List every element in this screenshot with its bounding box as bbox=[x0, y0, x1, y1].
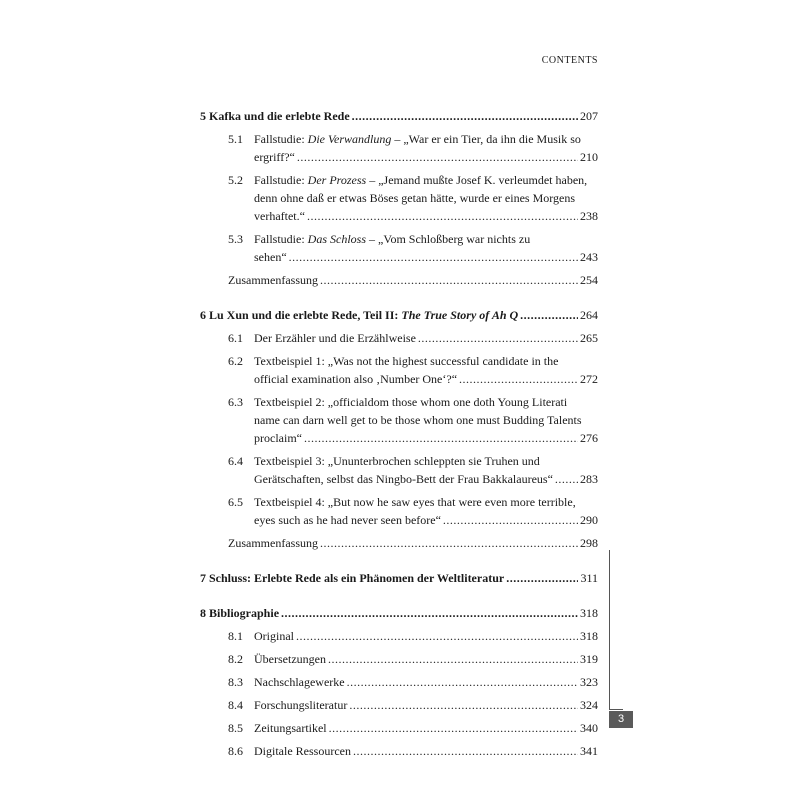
toc-section-6-5[interactable] bbox=[200, 493, 598, 529]
toc-chapter-title: 5 Kafka und die erlebte Rede bbox=[200, 109, 350, 123]
toc-section-text: Fallstudie: Das Schloss – „Vom Schloßberg war nichts zu bbox=[254, 232, 531, 246]
toc-chapter-title: 6 Lu Xun und die erlebte Rede, Teil II: The True Story of Ah Q bbox=[200, 308, 519, 322]
toc-section-text: name can darn well get to be those whom one must Budding Talents bbox=[254, 413, 582, 427]
toc-section-text: Fallstudie: Der Prozess – „Jemand mußte Josef K. verleumdet haben, bbox=[254, 173, 588, 187]
table-of-contents bbox=[200, 107, 598, 760]
toc-page-number: 341 bbox=[580, 744, 598, 758]
toc-page-number: 318 bbox=[580, 606, 598, 620]
toc-section-number: 8.2 bbox=[228, 652, 243, 666]
toc-section-number: 6.1 bbox=[228, 331, 243, 345]
toc-section-number: 8.1 bbox=[228, 629, 243, 643]
toc-section-text: Der Erzähler und die Erzählweise bbox=[254, 331, 416, 345]
toc-section-number: 5.2 bbox=[228, 173, 243, 187]
toc-summary-5[interactable] bbox=[200, 271, 598, 289]
toc-section-number: 5.3 bbox=[228, 232, 243, 246]
toc-section-8-5[interactable] bbox=[200, 719, 598, 737]
toc-chapter-8[interactable] bbox=[200, 604, 598, 622]
toc-page-number: 319 bbox=[580, 652, 598, 666]
leader-dots bbox=[349, 696, 578, 714]
toc-section-text: official examination also ‚Number One‘?“ bbox=[254, 372, 458, 386]
leader-dots bbox=[555, 470, 578, 488]
toc-section-text: Fallstudie: Die Verwandlung – „War er ein Tier, da ihn die Musik so bbox=[254, 132, 581, 146]
leader-dots bbox=[506, 569, 578, 587]
toc-page-number: 264 bbox=[580, 308, 598, 322]
leader-dots bbox=[328, 650, 578, 668]
toc-page-number: 243 bbox=[580, 250, 598, 264]
toc-section-number: 6.3 bbox=[228, 395, 243, 409]
leader-dots bbox=[320, 534, 578, 552]
toc-page-number: 207 bbox=[580, 109, 598, 123]
toc-section-8-3[interactable] bbox=[200, 673, 598, 691]
toc-section-text: ergriff?“ bbox=[254, 150, 295, 164]
toc-chapter-title: 7 Schluss: Erlebte Rede als ein Phänomen der Weltliteratur bbox=[200, 571, 505, 585]
toc-section-text: Forschungsliteratur bbox=[254, 698, 348, 712]
leader-dots bbox=[443, 511, 578, 529]
toc-page-number: 311 bbox=[580, 571, 598, 585]
leader-dots bbox=[297, 148, 578, 166]
toc-summary-6[interactable] bbox=[200, 534, 598, 552]
toc-section-6-3[interactable] bbox=[200, 393, 598, 447]
toc-page-number: 265 bbox=[580, 331, 598, 345]
toc-page-number: 324 bbox=[580, 698, 598, 712]
toc-section-text: Original bbox=[254, 629, 294, 643]
toc-section-8-6[interactable] bbox=[200, 742, 598, 760]
leader-dots bbox=[304, 429, 578, 447]
toc-section-5-1[interactable] bbox=[200, 130, 598, 166]
toc-section-text: verhaftet.“ bbox=[254, 209, 305, 223]
toc-section-text: Textbeispiel 2: „officialdom those whom one doth Young Literati bbox=[254, 395, 568, 409]
toc-section-number: 8.5 bbox=[228, 721, 243, 735]
toc-chapter-7[interactable] bbox=[200, 569, 598, 587]
toc-section-text: Textbeispiel 3: „Ununterbrochen schleppten sie Truhen und bbox=[254, 454, 540, 468]
toc-page-number: 210 bbox=[580, 150, 598, 164]
leader-dots bbox=[520, 306, 578, 324]
margin-rule-horizontal bbox=[609, 709, 623, 710]
leader-dots bbox=[329, 719, 578, 737]
toc-section-8-1[interactable] bbox=[200, 627, 598, 645]
toc-page-number: 276 bbox=[580, 431, 598, 445]
toc-page-number: 283 bbox=[580, 472, 598, 486]
toc-section-6-4[interactable] bbox=[200, 452, 598, 488]
leader-dots bbox=[296, 627, 578, 645]
toc-section-number: 5.1 bbox=[228, 132, 243, 146]
toc-summary-label: Zusammenfassung bbox=[228, 536, 318, 550]
leader-dots bbox=[459, 370, 578, 388]
toc-chapter-6[interactable] bbox=[200, 306, 598, 324]
toc-page-number: 340 bbox=[580, 721, 598, 735]
toc-section-number: 8.3 bbox=[228, 675, 243, 689]
toc-section-6-2[interactable] bbox=[200, 352, 598, 388]
toc-section-text: Textbeispiel 4: „But now he saw eyes that were even more terrible, bbox=[254, 495, 576, 509]
leader-dots bbox=[352, 107, 578, 125]
toc-section-5-2[interactable] bbox=[200, 171, 598, 225]
toc-summary-label: Zusammenfassung bbox=[228, 273, 318, 287]
toc-section-text: Gerätschaften, selbst das Ningbo-Bett der Frau Bakkalaureus“ bbox=[254, 472, 553, 486]
leader-dots bbox=[347, 673, 578, 691]
toc-section-number: 8.4 bbox=[228, 698, 243, 712]
leader-dots bbox=[289, 248, 578, 266]
toc-section-8-4[interactable] bbox=[200, 696, 598, 714]
toc-section-text: eyes such as he had never seen before“ bbox=[254, 513, 441, 527]
toc-section-text: Digitale Ressourcen bbox=[254, 744, 351, 758]
toc-section-text: proclaim“ bbox=[254, 431, 302, 445]
page-number-tab: 3 bbox=[609, 711, 633, 728]
toc-section-text: Nachschlagewerke bbox=[254, 675, 345, 689]
toc-chapter-5[interactable] bbox=[200, 107, 598, 125]
toc-section-text: denn ohne daß er etwas Böses getan hätte, wurde er eines Morgens bbox=[254, 191, 576, 205]
toc-section-number: 8.6 bbox=[228, 744, 243, 758]
leader-dots bbox=[281, 604, 578, 622]
toc-section-text: sehen“ bbox=[254, 250, 287, 264]
leader-dots bbox=[320, 271, 578, 289]
toc-section-text: Textbeispiel 1: „Was not the highest successful candidate in the bbox=[254, 354, 559, 368]
toc-page-number: 298 bbox=[580, 536, 598, 550]
toc-page-number: 254 bbox=[580, 273, 598, 287]
toc-section-text: Übersetzungen bbox=[254, 652, 326, 666]
toc-page-number: 238 bbox=[580, 209, 598, 223]
toc-section-number: 6.2 bbox=[228, 354, 243, 368]
toc-section-6-1[interactable] bbox=[200, 329, 598, 347]
toc-page-number: 318 bbox=[580, 629, 598, 643]
toc-section-number: 6.4 bbox=[228, 454, 243, 468]
leader-dots bbox=[353, 742, 578, 760]
leader-dots bbox=[307, 207, 578, 225]
toc-chapter-title: 8 Bibliographie bbox=[200, 606, 280, 620]
toc-section-8-2[interactable] bbox=[200, 650, 598, 668]
toc-section-5-3[interactable] bbox=[200, 230, 598, 266]
margin-rule-vertical bbox=[609, 550, 610, 710]
toc-page-number: 323 bbox=[580, 675, 598, 689]
running-header: CONTENTS bbox=[541, 55, 598, 66]
toc-section-text: Zeitungsartikel bbox=[254, 721, 327, 735]
toc-page-number: 290 bbox=[580, 513, 598, 527]
toc-section-number: 6.5 bbox=[228, 495, 243, 509]
toc-page-number: 272 bbox=[580, 372, 598, 386]
leader-dots bbox=[418, 329, 578, 347]
